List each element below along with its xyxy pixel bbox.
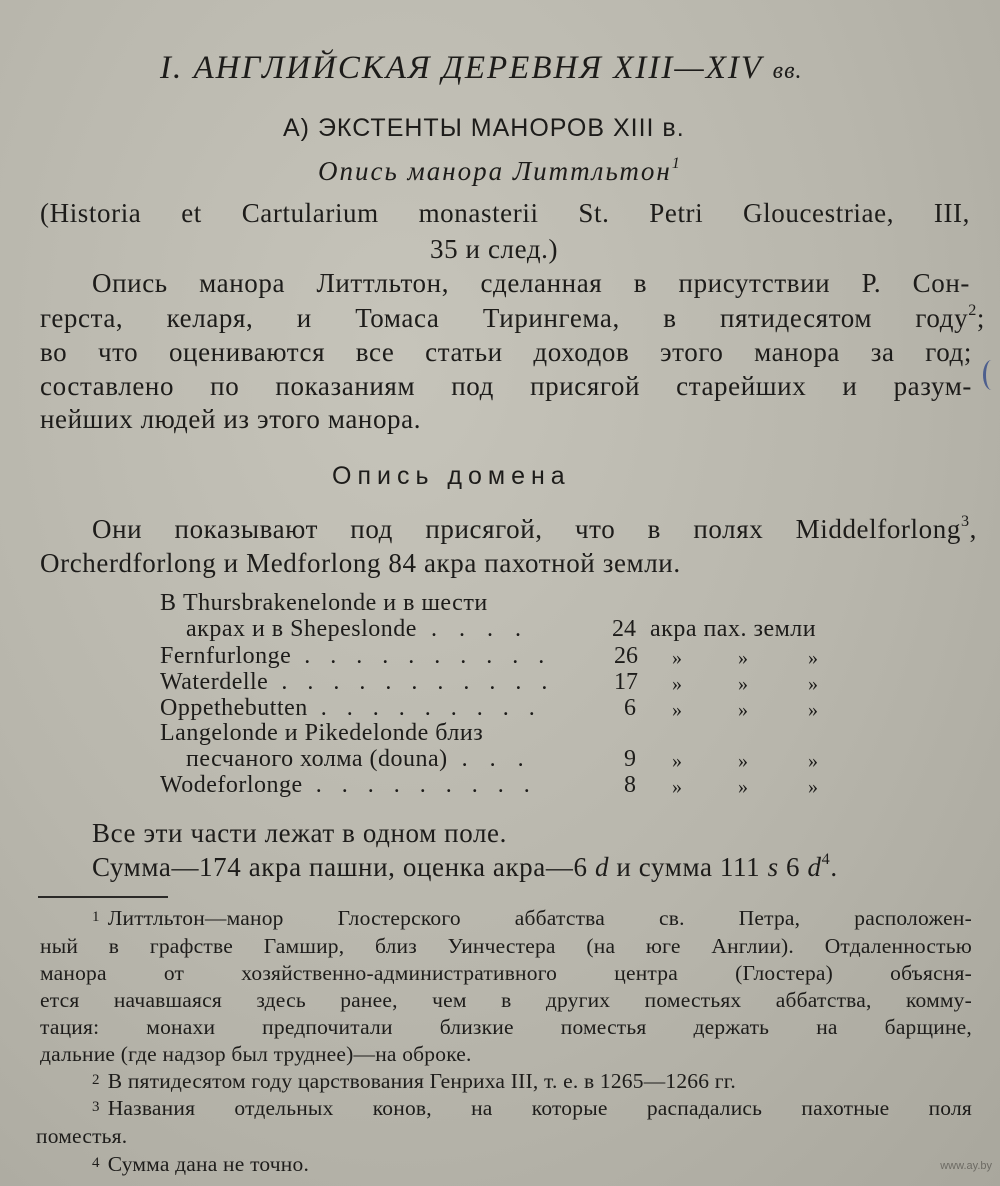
table-row-name-text: Wodeforlonge: [160, 772, 303, 798]
ditto-mark: »: [808, 750, 818, 772]
chapter-title-suffix: вв.: [772, 58, 803, 84]
footnote-text: Литтльтон—манор Глостерского аббатства св. Петра, расположен-: [107, 906, 972, 930]
pence-symbol: d: [807, 852, 822, 882]
intro-line-1: Опись манора Литтльтон, сделанная в присутствии Р. Сон-: [92, 268, 970, 298]
pence-symbol: d: [594, 852, 610, 882]
footnote-ref-2: 2: [968, 301, 977, 319]
footnote-number: 2: [92, 1072, 100, 1088]
closing-sum-text-2: и сумма 111: [616, 852, 761, 882]
footnote-1-line-2: ный в графстве Гамшир, близ Уинчестера (на юге Англии). Отдаленностью: [40, 934, 972, 958]
intro-line-2-text: герста, келаря, и Томаса Тирингема, в пятидесятом году: [40, 303, 969, 333]
document-heading: [318, 156, 682, 187]
footnote-3-line-2: поместья.: [36, 1124, 128, 1148]
table-row-value: 6: [624, 695, 636, 721]
table-row-name-cont-text: песчаного холма (douna): [186, 746, 448, 772]
table-row-name: В Thursbrakenelonde и в шести: [160, 590, 488, 616]
table-row-value: 26: [614, 643, 638, 669]
table-row-value: 9: [624, 746, 636, 772]
table-row-name: Oppethebutten . . . . . . . . .: [160, 695, 542, 721]
closing-line-2-end: .: [830, 852, 838, 882]
table-row-name-cont-text: акрах и в Shepeslonde: [186, 616, 417, 642]
footnote-1-line-1: [92, 906, 972, 931]
chapter-title-text: I. АНГЛИЙСКАЯ ДЕРЕВНЯ XIII—XIV: [160, 50, 763, 86]
table-row-value: 8: [624, 772, 636, 798]
domain-section-title: Опись домена: [332, 462, 571, 490]
source-line-1: (Historia et Cartularium monasterii St. Petri Gloucestriae, III,: [40, 198, 970, 228]
para2-line-2: Orcherdforlong и Medforlong 84 акра пахотной земли.: [40, 548, 681, 578]
footnote-ref-1: 1: [671, 154, 682, 172]
intro-line-2-end: ;: [976, 303, 985, 333]
footnote-1-line-3: манора от хозяйственно-административного центра (Глостера) объясня-: [40, 961, 972, 985]
table-row-value: 17: [614, 669, 638, 695]
footnote-number: 1: [92, 909, 100, 925]
ditto-mark: »: [808, 699, 818, 721]
footnote-2: [92, 1069, 736, 1094]
para2-line-1: [92, 514, 977, 545]
document-heading-text: Опись манора Литтльтон: [318, 156, 672, 186]
table-row-name-text: Waterdelle: [160, 669, 269, 695]
shilling-symbol: s: [767, 852, 779, 882]
closing-line-2: [92, 852, 838, 883]
table-unit: акра пах. земли: [650, 616, 817, 642]
intro-line-2: [40, 303, 985, 334]
intro-line-5: нейших людей из этого манора.: [40, 404, 422, 434]
footnote-number: 3: [92, 1099, 100, 1115]
footnote-1-line-4: ется начавшаяся здесь ранее, чем в других поместьях аббатства, комму-: [40, 988, 972, 1012]
ditto-mark: »: [738, 699, 748, 721]
footnote-text: Сумма дана не точно.: [107, 1152, 310, 1176]
table-row-value: 24: [612, 616, 636, 642]
ditto-mark: »: [672, 776, 682, 798]
footnote-1-line-6: дальние (где надзор был труднее)—на оброке.: [40, 1042, 472, 1066]
source-line-2: 35 и след.): [430, 234, 559, 264]
footnote-3-line-1: [92, 1096, 972, 1121]
table-row-name-text: Fernfurlonge: [160, 643, 292, 669]
ditto-mark: »: [808, 647, 818, 669]
ditto-mark: »: [738, 776, 748, 798]
ditto-mark: »: [738, 673, 748, 695]
margin-pen-mark: [983, 360, 1000, 390]
ditto-mark: »: [672, 699, 682, 721]
table-row-name: Langelonde и Pikedelonde близ: [160, 720, 484, 746]
ditto-mark: »: [672, 647, 682, 669]
footnote-divider: [38, 896, 168, 898]
section-subtitle: А) ЭКСТЕНТЫ МАНОРОВ XIII в.: [283, 114, 685, 142]
ditto-mark: »: [738, 647, 748, 669]
table-row-name-cont: акрах и в Shepeslonde . . . .: [186, 616, 529, 642]
ditto-mark: »: [672, 750, 682, 772]
ditto-mark: »: [808, 776, 818, 798]
footnote-1-line-5: тация: монахи предпочитали близкие поместья держать на барщине,: [40, 1015, 972, 1039]
closing-sum-text-3: 6: [786, 852, 801, 882]
ditto-mark: »: [738, 750, 748, 772]
table-row-name: Fernfurlonge . . . . . . . . . .: [160, 643, 552, 669]
watermark: www.ay.by: [940, 1160, 992, 1172]
footnote-text: Названия отдельных конов, на которые распадались пахотные поля: [107, 1096, 972, 1120]
footnote-number: 4: [92, 1155, 100, 1171]
footnote-ref-3: 3: [960, 512, 970, 530]
closing-sum-text: Сумма—174 акра пашни, оценка акра—6: [92, 852, 588, 882]
para2-line-1-text: Они показывают под присягой, что в полях Middelforlong: [92, 514, 961, 544]
table-row-name: Wodeforlonge . . . . . . . . .: [160, 772, 537, 798]
table-row-name-cont: песчаного холма (douna) . . .: [186, 746, 532, 772]
intro-line-3: во что оцениваются все статьи доходов этого манора за год;: [40, 337, 972, 367]
ditto-mark: »: [808, 673, 818, 695]
ditto-mark: »: [672, 673, 682, 695]
table-row-name-text: Oppethebutten: [160, 695, 308, 721]
footnote-ref-4: 4: [821, 850, 831, 868]
intro-line-4: составлено по показаниям под присягой старейших и разум-: [40, 371, 972, 401]
para2-line-1-end: ,: [969, 514, 977, 544]
closing-line-1: Все эти части лежат в одном поле.: [92, 818, 507, 848]
footnote-4: [92, 1152, 309, 1177]
chapter-title: [160, 50, 803, 87]
footnote-text: В пятидесятом году царствования Генриха III, т. е. в 1265—1266 гг.: [107, 1069, 736, 1093]
table-row-name: Waterdelle . . . . . . . . . . .: [160, 669, 555, 695]
